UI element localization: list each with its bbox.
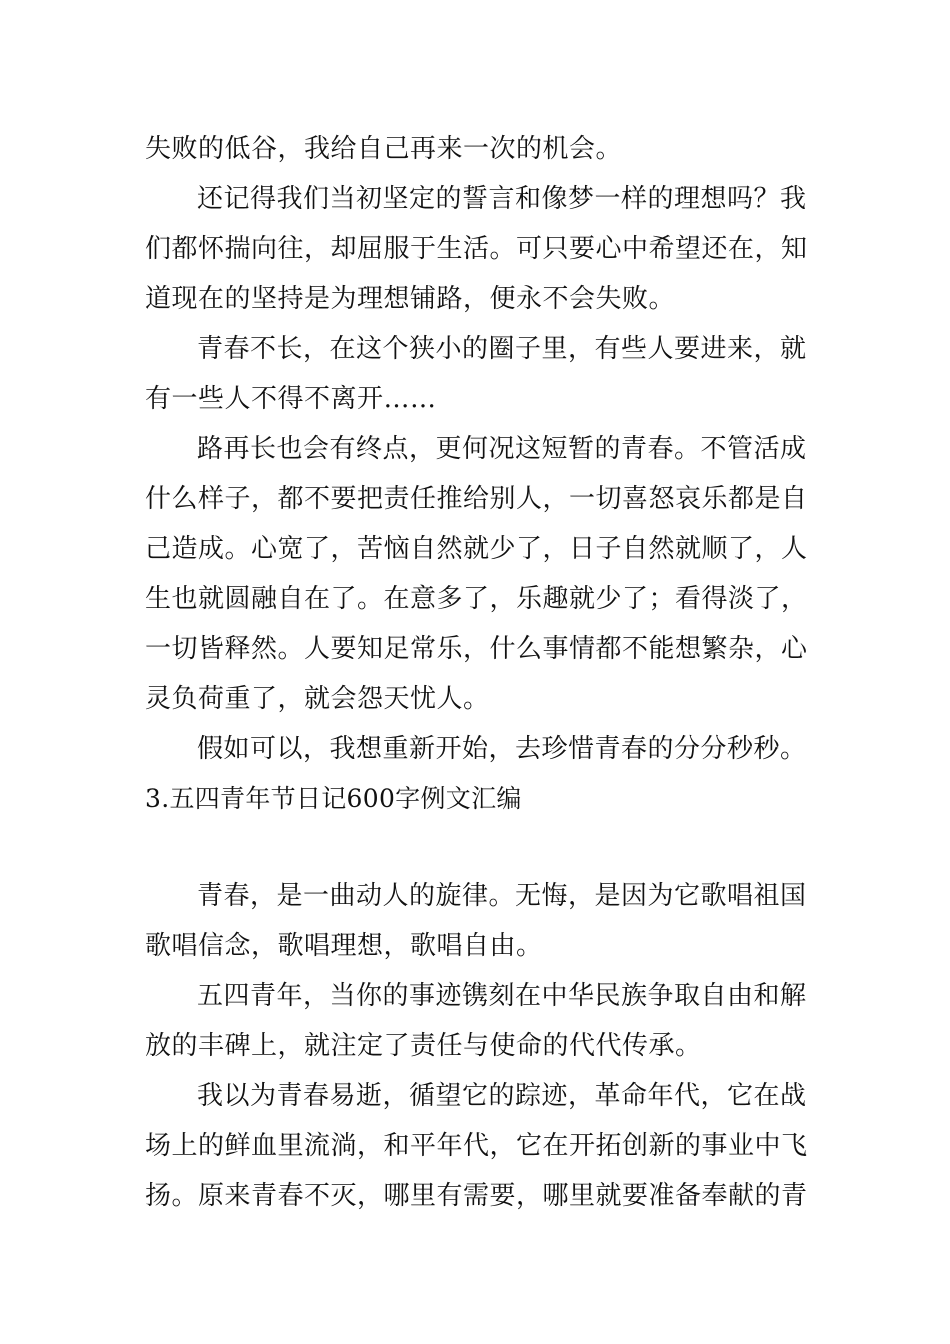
text-line: 青春，是一曲动人的旋律。无悔，是因为它歌唱祖国 (197, 881, 807, 911)
text-line: 什么样子，都不要把责任推给别人，一切喜怒哀乐都是自 (145, 484, 808, 514)
text-line: 五四青年，当你的事迹镌刻在中华民族争取自由和解 (197, 981, 807, 1011)
text-line: 失败的低谷，我给自己再来一次的机会。 (145, 134, 623, 164)
text-line: 我以为青春易逝，循望它的踪迹，革命年代，它在战 (197, 1081, 807, 1111)
text-line: 有一些人不得不离开…… (145, 384, 437, 414)
text-line: 场上的鲜血里流淌，和平年代，它在开拓创新的事业中飞 (145, 1131, 808, 1161)
text-line: 假如可以，我想重新开始，去珍惜青春的分分秒秒。 (197, 734, 807, 764)
text-line: 青春不长，在这个狭小的圈子里，有些人要进来，就 (197, 334, 807, 364)
text-line: 路再长也会有终点，更何况这短暂的青春。不管活成 (197, 434, 807, 464)
text-line: 们都怀揣向往，却屈服于生活。可只要心中希望还在，知 (145, 234, 808, 264)
text-line: 道现在的坚持是为理想铺路，便永不会失败。 (145, 284, 676, 314)
section-heading: 3.五四青年节日记600字例文汇编 (145, 784, 522, 813)
text-line: 己造成。心宽了，苦恼自然就少了，日子自然就顺了，人 (145, 534, 808, 564)
text-line: 歌唱信念，歌唱理想，歌唱自由。 (145, 931, 543, 961)
text-line: 灵负荷重了，就会怨天忧人。 (145, 684, 490, 714)
text-line: 一切皆释然。人要知足常乐，什么事情都不能想繁杂，心 (145, 634, 808, 664)
text-line: 生也就圆融自在了。在意多了，乐趣就少了；看得淡了， (145, 584, 808, 614)
text-line: 放的丰碑上，就注定了责任与使命的代代传承。 (145, 1031, 702, 1061)
text-line: 扬。原来青春不灭，哪里有需要，哪里就要准备奉献的青 (145, 1181, 808, 1211)
text-line: 还记得我们当初坚定的誓言和像梦一样的理想吗？我 (197, 184, 807, 214)
